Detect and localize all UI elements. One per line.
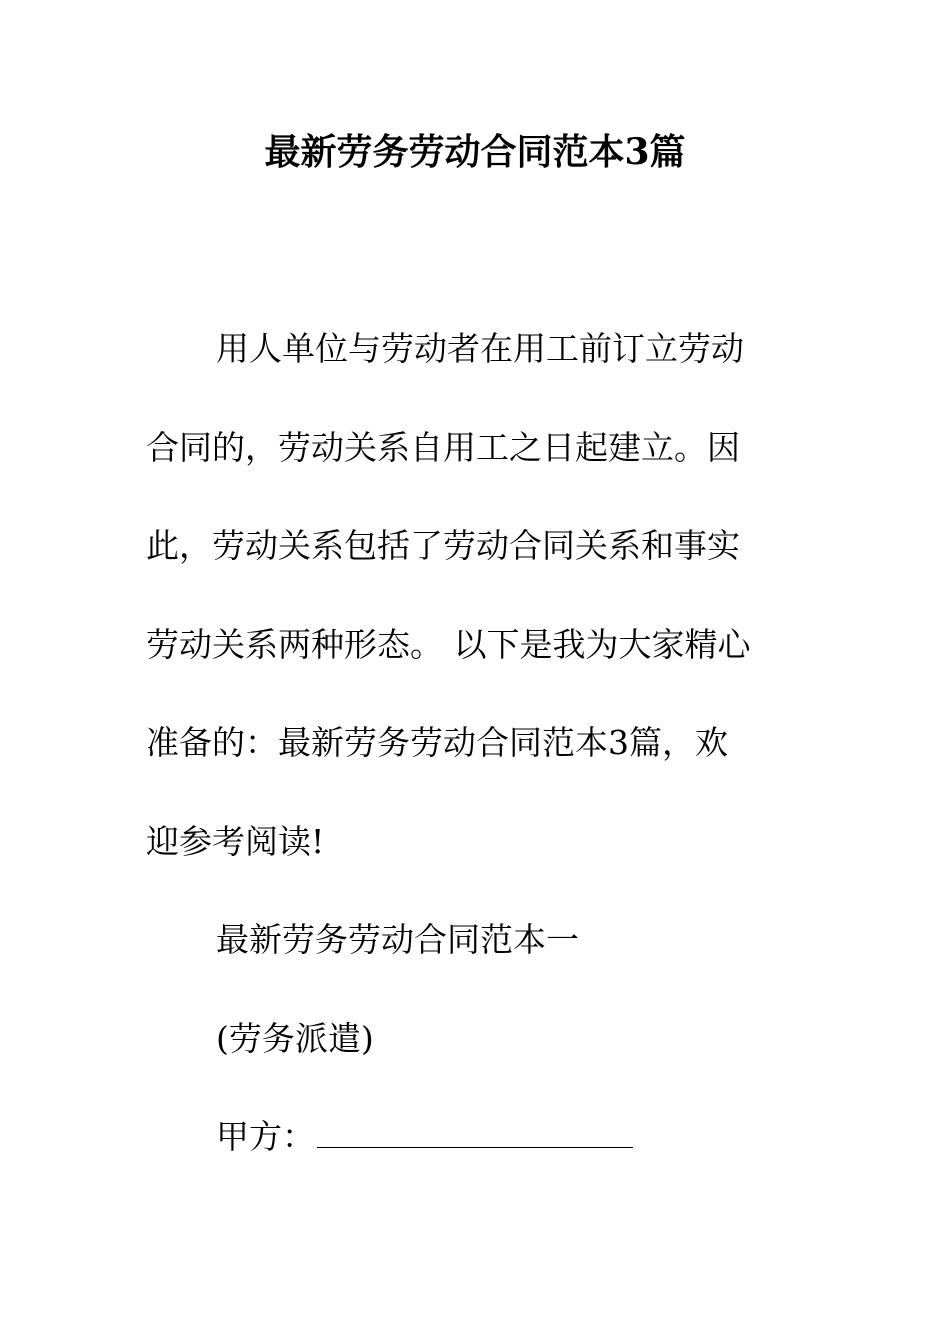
section-subtitle: (劳务派遣) xyxy=(216,1018,374,1058)
document-title: 最新劳务劳动合同范本3篇 xyxy=(264,131,686,173)
intro-line-1: 用人单位与劳动者在用工前订立劳动 xyxy=(216,329,744,368)
party-a-blank-line xyxy=(317,1123,633,1148)
intro-line-2: 合同的，劳动关系自用工之日起建立。因 xyxy=(146,427,740,467)
intro-line-4: 劳动关系两种形态。 以下是我为大家精心 xyxy=(146,624,751,664)
party-a-row xyxy=(146,1088,806,1187)
intro-line-3: 此，劳动关系包括了劳动合同关系和事实 xyxy=(146,526,740,565)
intro-line-5: 准备的：最新劳务劳动合同范本3篇，欢 xyxy=(146,723,728,762)
party-a-label: 甲方： xyxy=(216,1117,315,1156)
section-heading: 最新劳务劳动合同范本一 xyxy=(216,920,579,959)
document-body xyxy=(146,300,806,1187)
intro-line-6: 迎参考阅读! xyxy=(146,821,325,861)
